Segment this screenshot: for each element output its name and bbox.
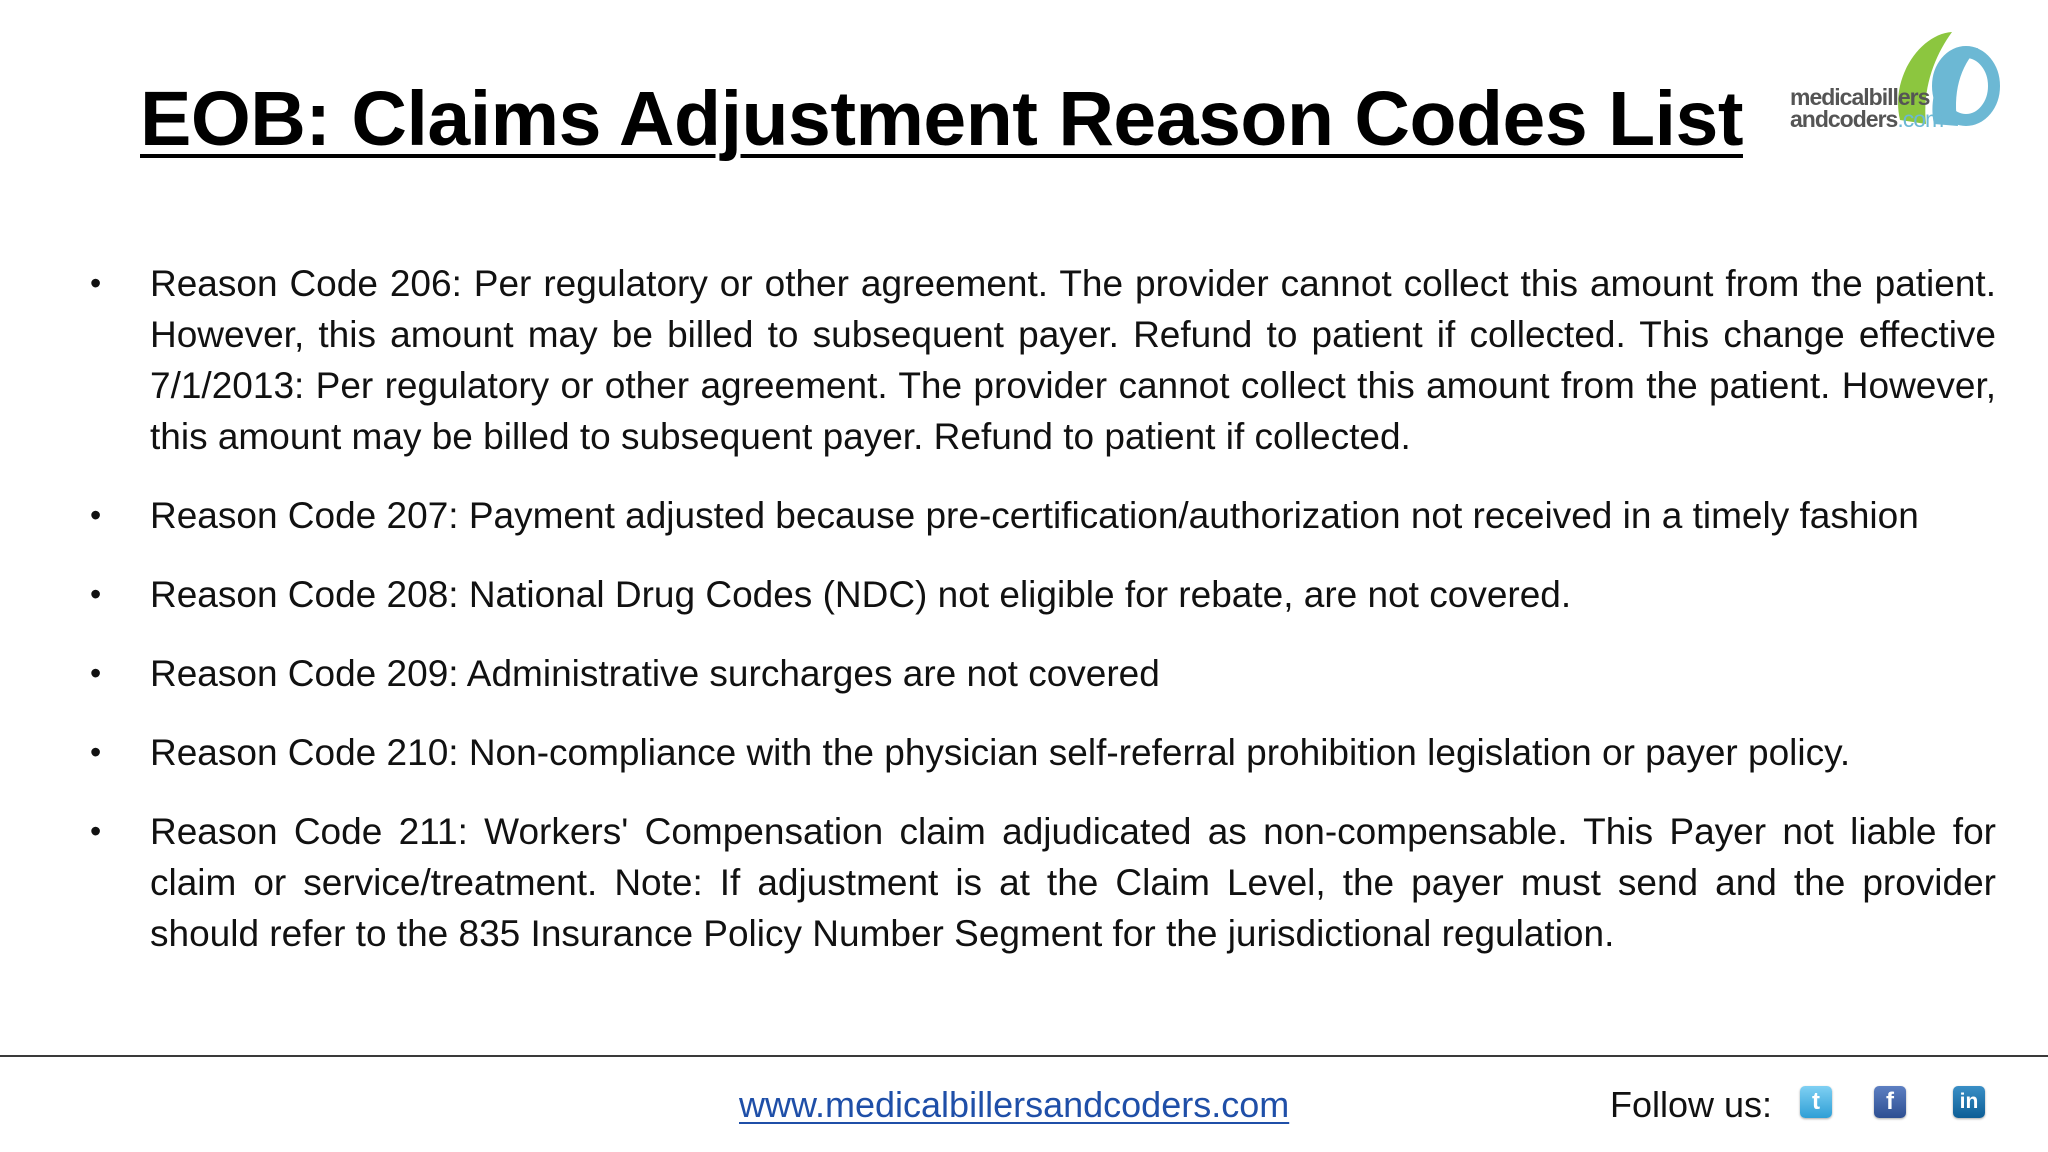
list-item-text: Reason Code 211: Workers' Compensation claim adjudicated as non-compensable. This Payer not liable for claim or service/treatment. Note: If adjustment is at the Claim Level, the payer must send and the provider should refer to the 835 Insurance Policy Number Segment for the jurisdictional regulation.: [150, 811, 1996, 954]
list-item-text: Reason Code 209: Administrative surcharges are not covered: [150, 653, 1160, 694]
bullet-icon: •: [90, 813, 102, 849]
reason-code-list: [88, 258, 1996, 987]
linkedin-icon[interactable]: in: [1953, 1086, 1985, 1118]
list-item: [88, 569, 1996, 620]
list-item-text: Reason Code 210: Non-compliance with the physician self-referral prohibition legislation or payer policy.: [150, 732, 1851, 773]
list-item-text: Reason Code 206: Per regulatory or other agreement. The provider cannot collect this amount from the patient. However, this amount may be billed to subsequent payer. Refund to patient if collected. This change effective 7/1/2013: Per regulatory or other agreement. The provider cannot collect this amount from the patient. However, this amount may be billed to subsequent payer. Refund to patient if collected.: [150, 263, 1996, 457]
logo-wordmark: [1790, 86, 1943, 130]
page-title: EOB: Claims Adjustment Reason Codes List: [140, 76, 1743, 162]
bullet-icon: •: [90, 734, 102, 770]
list-item: [88, 727, 1996, 778]
bullet-icon: •: [90, 576, 102, 612]
list-item: [88, 806, 1996, 959]
list-item: [88, 490, 1996, 541]
footer-divider: [0, 1055, 2048, 1057]
bullet-icon: •: [90, 265, 102, 301]
logo-line-1: medicalbillers: [1790, 84, 1930, 110]
follow-us-label: Follow us:: [1610, 1084, 1773, 1125]
list-item-text: Reason Code 207: Payment adjusted because pre-certification/authorization not received in a timely fashion: [150, 495, 1919, 536]
bullet-icon: •: [90, 497, 102, 533]
logo-line-2-text: andcoders: [1790, 106, 1898, 132]
facebook-icon[interactable]: f: [1874, 1086, 1906, 1118]
list-item-text: Reason Code 208: National Drug Codes (NDC) not eligible for rebate, are not covered.: [150, 574, 1572, 615]
twitter-icon[interactable]: t: [1800, 1086, 1832, 1118]
list-item: [88, 258, 1996, 462]
company-logo[interactable]: [1786, 28, 2026, 148]
website-link[interactable]: www.medicalbillersandcoders.com: [739, 1084, 1290, 1125]
list-item: [88, 648, 1996, 699]
bullet-icon: •: [90, 655, 102, 691]
logo-suffix: .com: [1897, 106, 1944, 132]
logo-line-2: [1790, 108, 1943, 130]
